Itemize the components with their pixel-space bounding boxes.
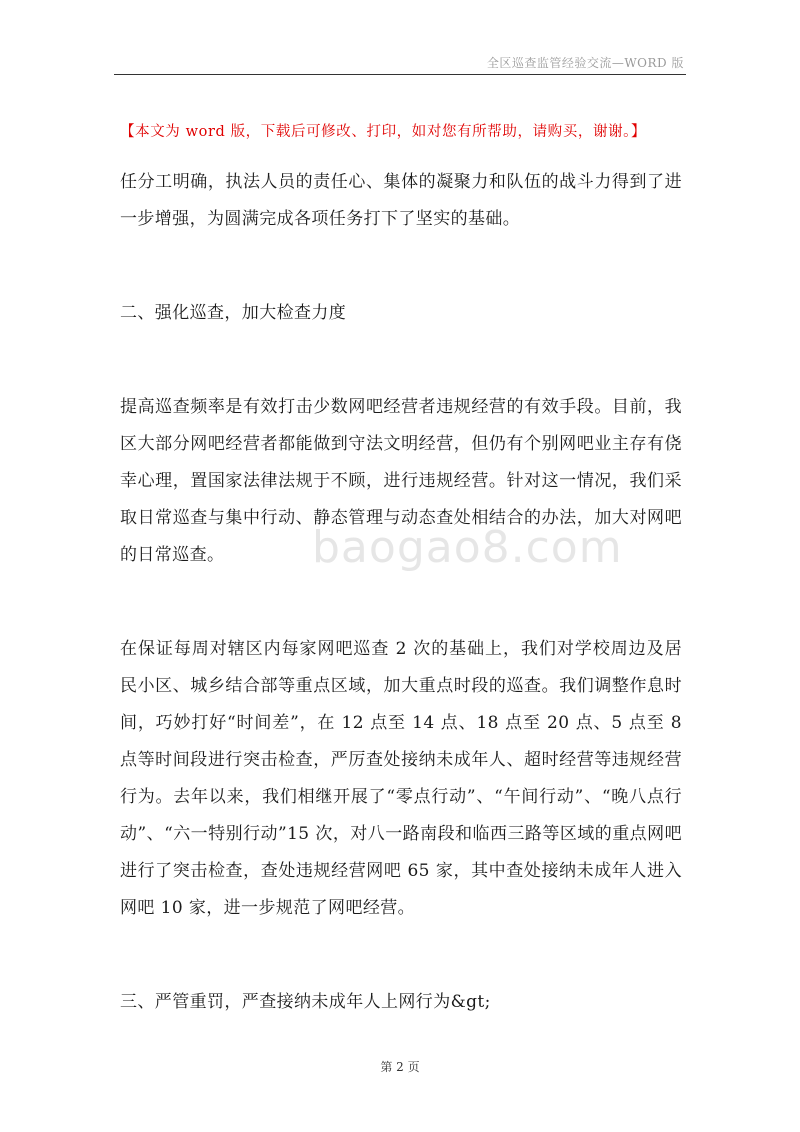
section-heading-3: 三、严管重罚，严查接纳未成年人上网行为&gt; bbox=[120, 992, 491, 1012]
paragraph-2: 提高巡查频率是有效打击少数网吧经营者违规经营的有效手段。目前，我区大部分网吧经营者都能做到守法文明经营，但仍有个别网吧业主存有侥幸心理，置国家法律法规于不顾，进行违规经营。针对这一情况，我们采取日常巡查与集中行动、静态管理与动态查处相结合的办法，加大对网吧的日常巡查。 bbox=[120, 397, 682, 565]
paragraph-gap bbox=[120, 332, 682, 389]
paragraph-gap bbox=[120, 927, 682, 984]
document-body bbox=[120, 164, 682, 1021]
header-title: 全区巡查监管经验交流—WORD 版 bbox=[486, 56, 684, 70]
paragraph-3: 在保证每周对辖区内每家网吧巡查 2 次的基础上，我们对学校周边及居民小区、城乡结合部等重点区域，加大重点时段的巡查。我们调整作息时间，巧妙打好“时间差”，在 12 点至 14 点、18 点至 20 点、5 点至 8 点等时间段进行突击检查，严厉查处接纳未成年人、超时经营等违规经营行为。去年以来，我们相继开展了“零点行动”、“午间行动”、“晚八点行动”、“六一特别行动”15 次，对八一路南段和临西三路等区域的重点网吧进行了突击检查，查处违规经营网吧 65 家，其中查处接纳未成年人进入网吧 10 家，进一步规范了网吧经营。 bbox=[120, 639, 682, 918]
header-divider bbox=[114, 74, 686, 75]
download-notice: 【本文为 word 版，下载后可修改、打印，如对您有所帮助，请购买，谢谢。】 bbox=[120, 124, 647, 140]
paragraph-gap bbox=[120, 238, 682, 295]
paragraph-gap bbox=[120, 574, 682, 631]
paragraph-1: 任分工明确，执法人员的责任心、集体的凝聚力和队伍的战斗力得到了进一步增强，为圆满完成各项任务打下了坚实的基础。 bbox=[120, 172, 682, 229]
section-heading-2: 二、强化巡查，加大检查力度 bbox=[120, 303, 347, 323]
page-number: 第 2 页 bbox=[380, 1060, 420, 1074]
watermark: baogao8.com bbox=[312, 522, 623, 573]
